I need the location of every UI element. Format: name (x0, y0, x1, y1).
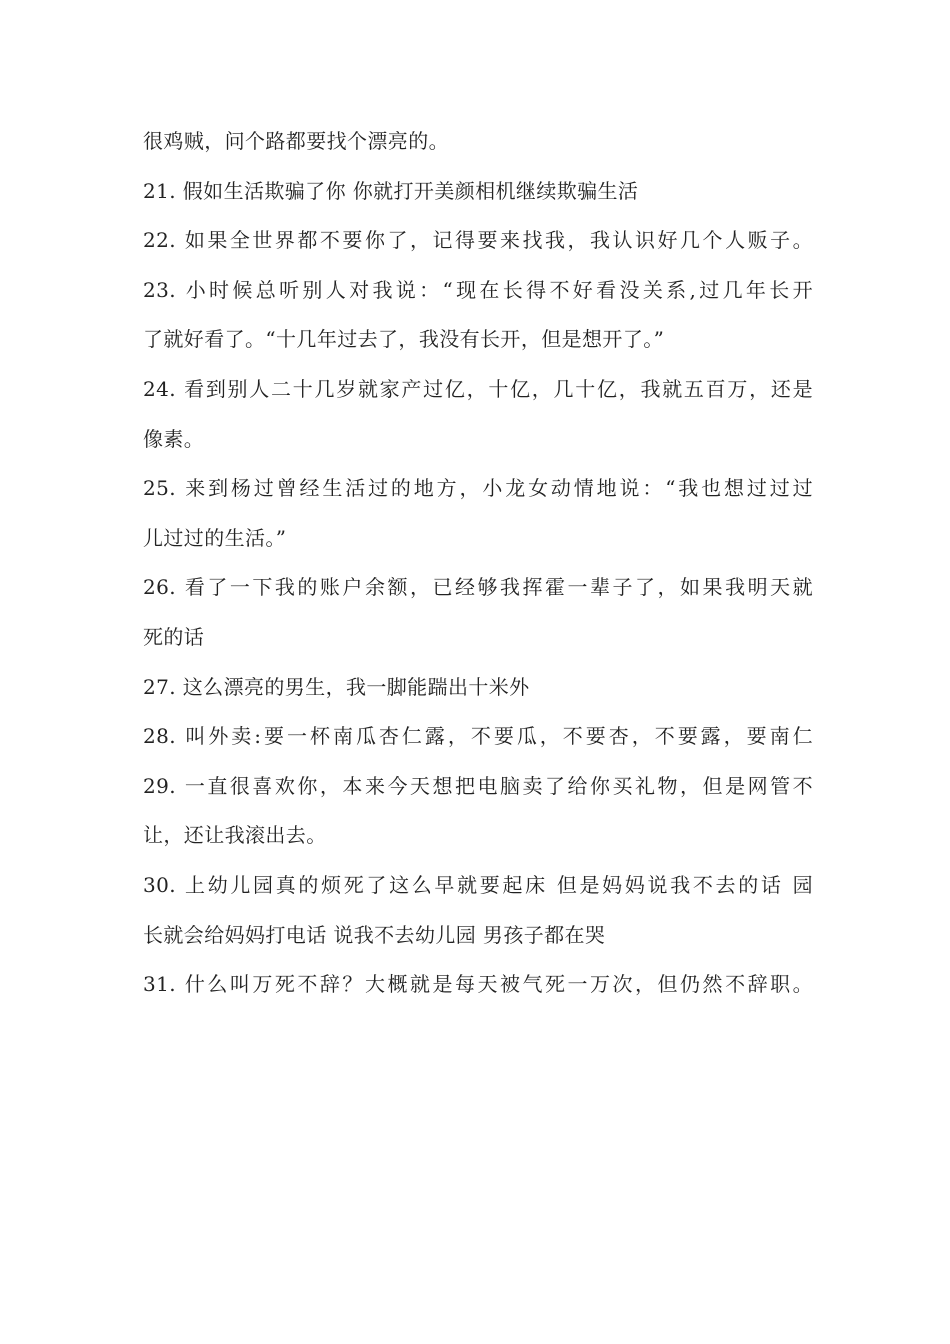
text-line: 长就会给妈妈打电话 说我不去幼儿园 男孩子都在哭 (143, 922, 606, 947)
text-line: 30. 上幼儿园真的烦死了这么早就要起床 但是妈妈说我不去的话 园 (143, 872, 813, 897)
text-line: 了就好看了。“十几年过去了，我没有长开，但是想开了。” (143, 327, 665, 352)
text-line: 24. 看到别人二十几岁就家产过亿，十亿，几十亿，我就五百万，还是 (143, 376, 813, 401)
text-line: 儿过过的生活。” (143, 525, 287, 550)
text-line: 死的话 (143, 624, 205, 649)
text-line: 25. 来到杨过曾经生活过的地方，小龙女动情地说：“我也想过过过 (143, 476, 813, 501)
text-line: 21. 假如生活欺骗了你 你就打开美颜相机继续欺骗生活 (143, 178, 639, 203)
text-line: 26. 看了一下我的账户余额，已经够我挥霍一辈子了，如果我明天就 (143, 575, 813, 600)
text-line: 29. 一直很喜欢你，本来今天想把电脑卖了给你买礼物，但是网管不 (143, 773, 813, 798)
text-line: 让，还让我滚出去。 (143, 823, 327, 848)
text-line: 31. 什么叫万死不辞？大概就是每天被气死一万次，但仍然不辞职。 (143, 972, 813, 997)
text-line: 22. 如果全世界都不要你了，记得要来找我，我认识好几个人贩子。 (143, 228, 813, 253)
text-line: 28. 叫外卖:要一杯南瓜杏仁露，不要瓜，不要杏，不要露，要南仁 (143, 724, 813, 749)
text-line: 很鸡贼，问个路都要找个漂亮的。 (143, 129, 449, 153)
text-line: 23. 小时候总听别人对我说：“现在长得不好看没关系,过几年长开 (143, 277, 813, 302)
text-line: 27. 这么漂亮的男生，我一脚能踹出十米外 (143, 674, 530, 699)
document-body (143, 122, 813, 1015)
text-line: 像素。 (143, 426, 205, 451)
